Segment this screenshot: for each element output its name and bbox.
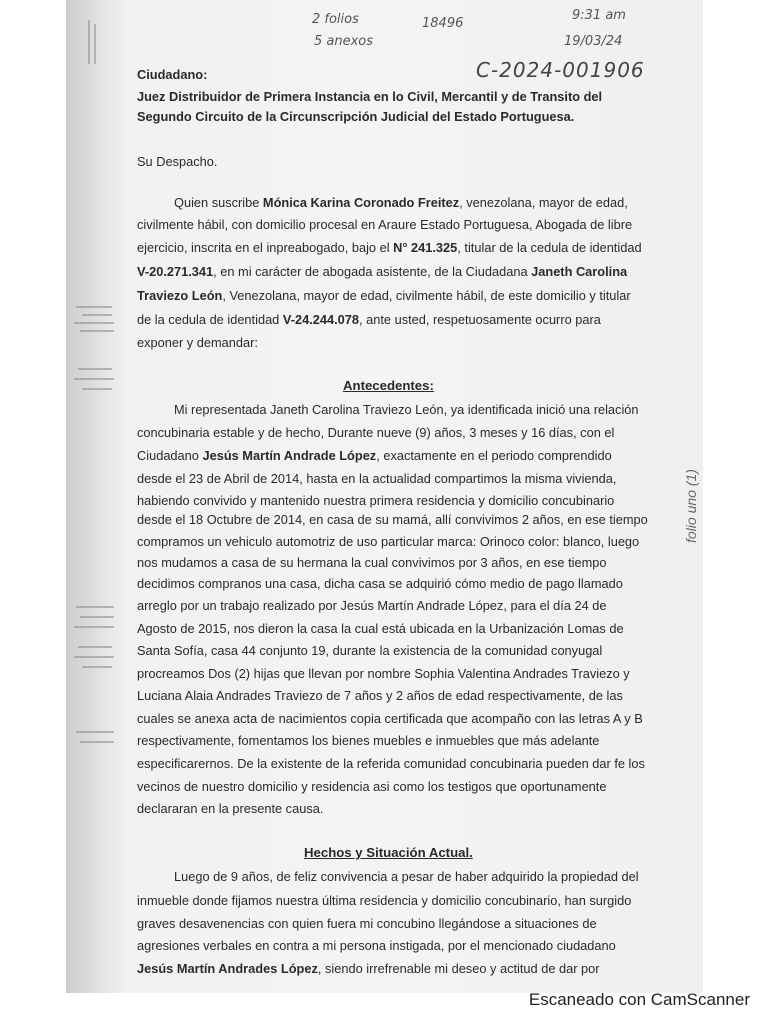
hechos-line: Luego de 9 años, de feliz convivencia a pesar de haber adquirido la propiedad del — [174, 869, 639, 884]
antecedentes-line: procreamos Dos (2) hijas que llevan por nombre Sophia Valentina Andrades Traviezo y — [137, 666, 630, 681]
punch-mark — [72, 640, 122, 686]
intro-line: Quien suscribe Mónica Karina Coronado Freitez, venezolana, mayor de edad, — [174, 195, 628, 210]
hechos-heading: Hechos y Situación Actual. — [304, 845, 473, 860]
despacho: Su Despacho. — [137, 154, 218, 169]
camscanner-watermark: Escaneado con CamScanner — [528, 990, 750, 1009]
handwritten-folios: 2 folios — [312, 12, 359, 27]
antecedentes-line: Mi representada Janeth Carolina Traviezo León, ya identificada inició una relación — [174, 402, 639, 417]
scan-margin-shadow — [66, 0, 126, 993]
recipient-line-1: Juez Distribuidor de Primera Instancia en lo Civil, Mercantil y de Transito del — [137, 89, 603, 104]
punch-mark — [72, 362, 122, 408]
handwritten-anexos: 5 anexos — [314, 34, 374, 49]
recipient-line-2: Segundo Circuito de la Circunscripción Judicial del Estado Portuguesa. — [137, 109, 575, 124]
handwritten-date: 19/03/24 — [564, 34, 623, 49]
antecedentes-line: desde el 18 Octubre de 2014, en casa de su mamá, allí convivimos 2 años, en ese tiempo — [137, 512, 648, 527]
intro-line: exponer y demandar: — [137, 335, 258, 350]
antecedentes-line: Santa Sofía, casa 44 conjunto 19, durante la existencia de la comunidad conyugal — [137, 643, 603, 658]
antecedentes-line: compramos un vehiculo automotriz de uso particular marca: Orinoco color: blanco, luego — [137, 534, 640, 549]
intro-line: civilmente hábil, con domicilio procesal en Araure Estado Portuguesa, Abogada de libre — [137, 217, 633, 232]
antecedentes-line: declararan en la presente causa. — [137, 801, 324, 816]
intro-line: ejercicio, inscrita en el inpreabogado, bajo el N° 241.325, titular de la cedula de identidad — [137, 240, 642, 255]
intro-line: de la cedula de identidad V-24.244.078, ante usted, respetuosamente ocurro para — [137, 312, 601, 327]
antecedentes-line: especificarernos. De la existente de la referida comunidad concubinaria pueden dar fe los — [137, 756, 645, 771]
antecedentes-line: arreglo por un trabajo realizado por Jesús Martín Andrade López, para el día 24 de — [137, 598, 607, 613]
antecedentes-line: cuales se anexa acta de nacimientos copia certificada que acompaño con las letras A y B — [137, 711, 643, 726]
punch-mark — [72, 300, 122, 346]
handwritten-side-note: folio uno (1) — [683, 469, 699, 543]
antecedentes-line: habiendo convivido y mantenido nuestra primera residencia y domicilio concubinario — [137, 493, 615, 508]
intro-line: Traviezo León, Venezolana, mayor de edad, civilmente hábil, de este domicilio y titular — [137, 288, 631, 303]
hechos-line: agresiones verbales en contra a mi persona instigada, por el mencionado ciudadano — [137, 938, 616, 953]
punch-mark — [72, 20, 122, 70]
antecedentes-line: Luciana Alaia Andrades Traviezo de 7 años y 2 años de edad respectivamente, de las — [137, 688, 623, 703]
antecedentes-line: Agosto de 2015, nos dieron la casa la cual está ubicada en la Urbanización Lomas de — [137, 621, 624, 636]
antecedentes-heading: Antecedentes: — [343, 378, 434, 393]
antecedentes-line: nos mudamos a casa de su hermana la cual convivimos por 3 años, en ese tiempo — [137, 555, 607, 570]
antecedentes-line: decidimos compranos una casa, dicha casa se adquirió cómo medio de pago llamado — [137, 576, 623, 591]
hechos-line: Jesús Martín Andrades López, siendo irrefrenable mi deseo y actitud de dar por — [137, 961, 600, 976]
punch-mark — [72, 725, 122, 771]
intro-line: V-20.271.341, en mi carácter de abogada asistente, de la Ciudadana Janeth Carolina — [137, 264, 628, 279]
antecedentes-line: respectivamente, fomentamos los bienes muebles e inmuebles que más adelante — [137, 733, 600, 748]
hechos-line: inmueble donde fijamos nuestra última residencia y domicilio concubinario, han surgido — [137, 893, 632, 908]
hechos-line: graves desavenencias con quien fuera mi concubino llegándose a situaciones de — [137, 916, 597, 931]
antecedentes-line: concubinaria estable y de hecho, Durante nueve (9) años, 3 meses y 16 días, con el — [137, 425, 615, 440]
antecedentes-line: desde el 23 de Abril de 2014, hasta en la actualidad compartimos la misma vivienda, — [137, 471, 617, 486]
salutation: Ciudadano: — [137, 67, 208, 82]
antecedentes-line: vecinos de nuestro domicilio y residencia asi como los testigos que oportunamente — [137, 779, 607, 794]
antecedentes-line: Ciudadano Jesús Martín Andrade López, exactamente en el periodo comprendido — [137, 448, 612, 463]
handwritten-number: 18496 — [422, 16, 464, 31]
handwritten-case-number: C-2024-001906 — [476, 58, 645, 82]
handwritten-time: 9:31 am — [572, 8, 626, 23]
